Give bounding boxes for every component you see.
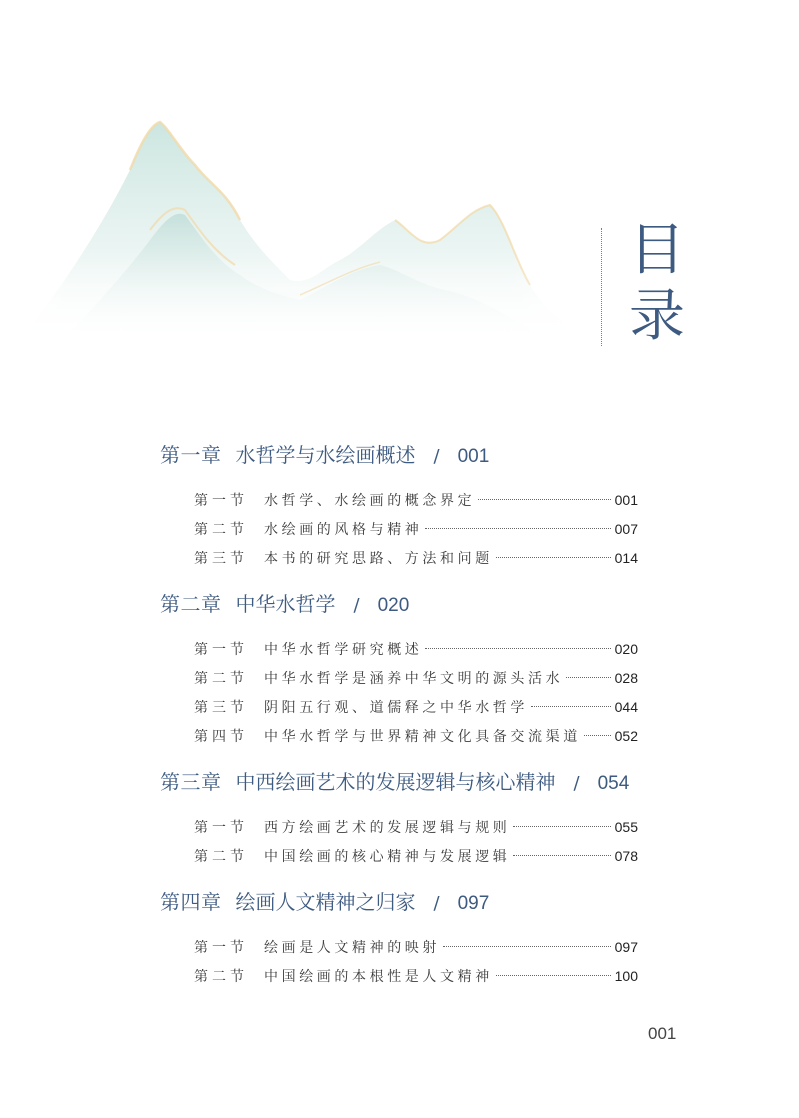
section-list — [160, 635, 638, 751]
section-entry[interactable] — [160, 933, 638, 962]
section-title: 西方绘画艺术的发展逻辑与规则 — [264, 820, 511, 836]
section-page: 100 — [614, 968, 638, 984]
section-entry[interactable] — [160, 813, 638, 842]
section-entry[interactable] — [160, 842, 638, 871]
section-title: 中华水哲学研究概述 — [264, 642, 423, 658]
chapter-page: 097 — [457, 893, 490, 914]
chapter-heading[interactable] — [160, 587, 638, 621]
leader-dots — [566, 677, 610, 678]
section-title: 绘画是人文精神的映射 — [264, 940, 440, 956]
section-list — [160, 486, 638, 573]
chapter-title: 中西绘画艺术的发展逻辑与核心精神 — [235, 770, 556, 794]
chapter-number: 第一章 — [160, 443, 222, 467]
section-title: 中华水哲学是涵养中华文明的源头活水 — [264, 671, 564, 687]
chapter-title: 绘画人文精神之归家 — [235, 890, 416, 914]
leader-dots — [513, 855, 610, 856]
leader-dots — [531, 706, 611, 707]
section-page: 055 — [614, 819, 638, 835]
section-number: 第一节 — [194, 820, 248, 836]
chapter-page: 054 — [597, 773, 630, 794]
title-divider — [601, 228, 602, 346]
section-number: 第四节 — [194, 729, 248, 745]
chapter-separator: / — [353, 595, 360, 616]
section-list — [160, 813, 638, 871]
section-entry[interactable] — [160, 544, 638, 573]
mountain-illustration — [0, 110, 600, 360]
page-title — [622, 218, 692, 350]
chapter-page: 020 — [377, 595, 410, 616]
section-entry[interactable] — [160, 693, 638, 722]
section-page: 001 — [614, 492, 638, 508]
section-page: 044 — [614, 699, 638, 715]
chapter-heading[interactable] — [160, 765, 638, 799]
title-char: 录 — [629, 284, 685, 349]
section-title: 中国绘画的核心精神与发展逻辑 — [264, 849, 511, 865]
leader-dots — [496, 557, 611, 558]
section-title: 中国绘画的本根性是人文精神 — [264, 969, 493, 985]
leader-dots — [496, 975, 611, 976]
chapter-number: 第四章 — [160, 890, 222, 914]
leader-dots — [584, 735, 611, 736]
section-title: 中华水哲学与世界精神文化具备交流渠道 — [264, 729, 581, 745]
chapter-separator: / — [433, 893, 440, 914]
leader-dots — [425, 528, 610, 529]
section-entry[interactable] — [160, 722, 638, 751]
section-page: 028 — [614, 670, 638, 686]
table-of-contents — [160, 438, 638, 1005]
chapter-number: 第二章 — [160, 592, 222, 616]
chapter-title: 水哲学与水绘画概述 — [235, 443, 416, 467]
section-entry[interactable] — [160, 962, 638, 991]
section-number: 第二节 — [194, 969, 248, 985]
section-title: 本书的研究思路、方法和问题 — [264, 551, 493, 567]
leader-dots — [443, 946, 611, 947]
section-page: 007 — [614, 521, 638, 537]
section-entry[interactable] — [160, 664, 638, 693]
section-number: 第二节 — [194, 522, 248, 538]
section-number: 第二节 — [194, 849, 248, 865]
section-page: 014 — [614, 550, 638, 566]
section-page: 078 — [614, 848, 638, 864]
section-entry[interactable] — [160, 515, 638, 544]
section-page: 097 — [614, 939, 638, 955]
title-char: 目 — [629, 218, 685, 283]
leader-dots — [425, 648, 610, 649]
section-number: 第一节 — [194, 940, 248, 956]
chapter-title: 中华水哲学 — [235, 592, 336, 616]
section-list — [160, 933, 638, 991]
section-entry[interactable] — [160, 486, 638, 515]
chapter-heading[interactable] — [160, 885, 638, 919]
section-number: 第三节 — [194, 551, 248, 567]
leader-dots — [513, 826, 610, 827]
section-page: 020 — [614, 641, 638, 657]
section-title: 水绘画的风格与精神 — [264, 522, 423, 538]
page-number: 001 — [648, 1024, 677, 1043]
chapter-number: 第三章 — [160, 770, 222, 794]
chapter-heading[interactable] — [160, 438, 638, 472]
leader-dots — [478, 499, 610, 500]
section-title: 阴阳五行观、道儒释之中华水哲学 — [264, 700, 528, 716]
chapter-page: 001 — [457, 446, 490, 467]
section-number: 第一节 — [194, 493, 248, 509]
chapter-separator: / — [433, 446, 440, 467]
section-page: 052 — [614, 728, 638, 744]
section-number: 第一节 — [194, 642, 248, 658]
section-entry[interactable] — [160, 635, 638, 664]
section-number: 第二节 — [194, 671, 248, 687]
section-number: 第三节 — [194, 700, 248, 716]
section-title: 水哲学、水绘画的概念界定 — [264, 493, 476, 509]
chapter-separator: / — [573, 773, 580, 794]
